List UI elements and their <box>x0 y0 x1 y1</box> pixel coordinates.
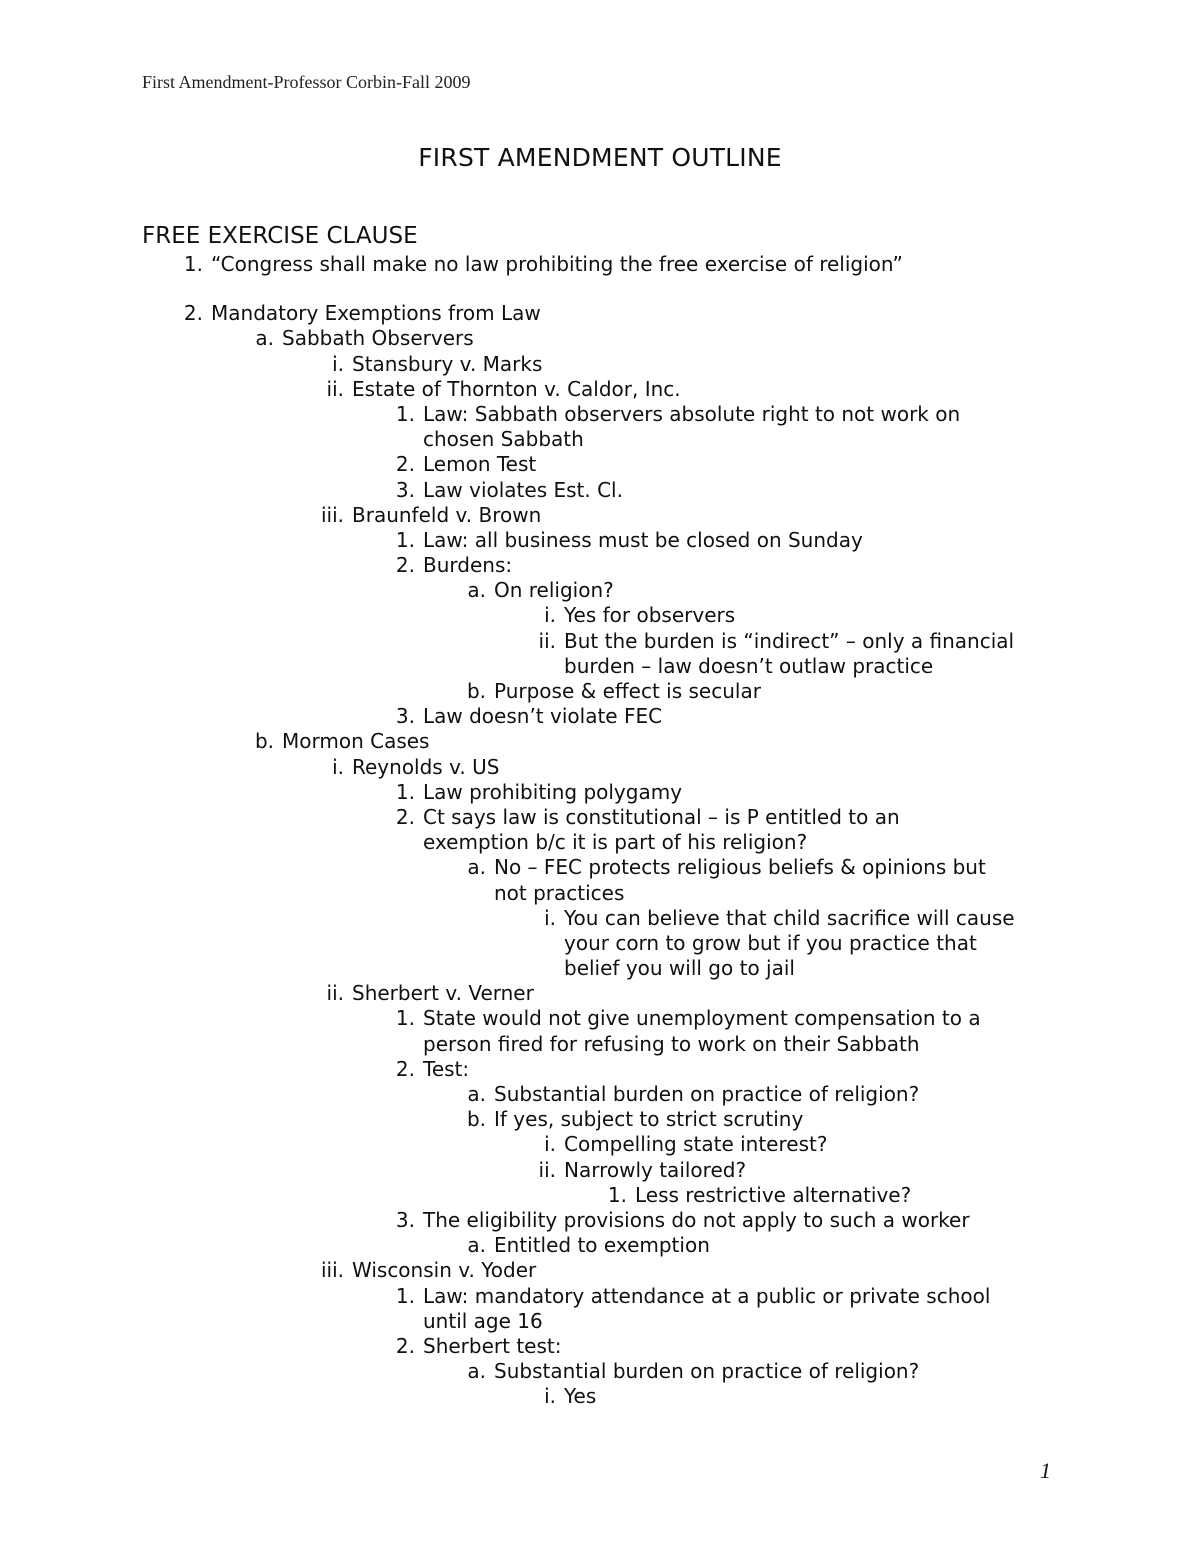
outline-text: Substantial burden on practice of religion? <box>494 1359 920 1384</box>
outline-text: Law prohibiting polygamy <box>423 779 683 804</box>
outline-text: State would not give unemployment compensation to a <box>423 1006 981 1031</box>
outline-item <box>0 830 1200 855</box>
outline-item <box>0 452 1200 477</box>
outline-marker: 1. <box>395 527 415 552</box>
outline-text: Law: all business must be closed on Sunday <box>423 527 863 552</box>
outline-text: Law: mandatory attendance at a public or private school <box>423 1283 991 1308</box>
outline-marker: iii. <box>320 1258 344 1283</box>
outline-text: But the burden is “indirect” – only a financial <box>564 628 1015 653</box>
outline-list <box>0 252 1200 1409</box>
outline-item <box>0 755 1200 780</box>
outline-text: Reynolds v. US <box>352 754 500 779</box>
outline-item <box>0 805 1200 830</box>
outline-text: Entitled to exemption <box>494 1233 710 1258</box>
outline-item <box>0 326 1200 351</box>
outline-text: If yes, subject to strict scrutiny <box>494 1107 804 1132</box>
outline-item <box>0 1132 1200 1157</box>
outline-item <box>0 1082 1200 1107</box>
outline-text: Sherbert test: <box>423 1333 562 1358</box>
outline-text: Sherbert v. Verner <box>352 981 534 1006</box>
blank-line <box>0 277 1200 301</box>
outline-item <box>0 654 1200 679</box>
outline-text: Estate of Thornton v. Caldor, Inc. <box>352 376 681 401</box>
outline-text: person fired for refusing to work on their Sabbath <box>423 1031 920 1056</box>
outline-marker: i. <box>544 1132 556 1157</box>
outline-marker: ii. <box>326 981 344 1006</box>
outline-marker: a. <box>467 1233 486 1258</box>
outline-item <box>0 780 1200 805</box>
outline-item <box>0 981 1200 1006</box>
outline-item <box>0 377 1200 402</box>
outline-marker: ii. <box>326 376 344 401</box>
outline-marker: a. <box>467 1082 486 1106</box>
outline-item <box>0 301 1200 326</box>
outline-item <box>0 881 1200 906</box>
outline-item <box>0 427 1200 452</box>
outline-item <box>0 1057 1200 1082</box>
outline-item <box>0 478 1200 503</box>
outline-text: chosen Sabbath <box>423 427 584 452</box>
outline-item <box>0 1334 1200 1359</box>
outline-text: Yes <box>564 1384 597 1409</box>
outline-marker: 1. <box>395 779 415 804</box>
outline-item <box>0 931 1200 956</box>
outline-item <box>0 352 1200 377</box>
outline-text: belief you will go to jail <box>564 956 795 981</box>
outline-marker: 1. <box>395 1006 415 1031</box>
outline-text: not practices <box>494 880 625 905</box>
outline-marker: 2. <box>183 301 203 326</box>
outline-item <box>0 1284 1200 1309</box>
outline-marker: 3. <box>395 477 415 502</box>
outline-item <box>0 906 1200 931</box>
outline-text: “Congress shall make no law prohibiting the free exercise of religion” <box>211 252 903 276</box>
outline-item <box>0 855 1200 880</box>
outline-text: Purpose & effect is secular <box>494 679 761 703</box>
outline-item <box>0 1258 1200 1283</box>
outline-marker: b. <box>254 729 274 754</box>
outline-marker: b. <box>466 1107 486 1132</box>
outline-item <box>0 704 1200 729</box>
outline-text: Sabbath Observers <box>282 326 474 351</box>
outline-item <box>0 1006 1200 1031</box>
outline-item <box>0 679 1200 704</box>
outline-marker: 1. <box>395 1283 415 1308</box>
outline-text: Test: <box>423 1056 470 1081</box>
outline-item <box>0 1107 1200 1132</box>
outline-marker: iii. <box>320 502 344 527</box>
outline-text: Law doesn’t violate FEC <box>423 704 663 729</box>
outline-item <box>0 629 1200 654</box>
outline-marker: 2. <box>395 1056 415 1081</box>
outline-item <box>0 1309 1200 1334</box>
outline-item <box>0 729 1200 754</box>
outline-marker: a. <box>467 578 486 603</box>
outline-item <box>0 528 1200 553</box>
outline-marker: i. <box>544 603 556 628</box>
outline-text: Mormon Cases <box>282 729 430 754</box>
outline-item <box>0 578 1200 603</box>
outline-marker: ii. <box>538 628 556 653</box>
outline-text: Ct says law is constitutional – is P entitled to an <box>423 804 900 829</box>
outline-marker: 2. <box>395 1333 415 1358</box>
outline-marker: 3. <box>395 704 415 729</box>
outline-marker: 2. <box>395 452 415 477</box>
outline-item <box>0 252 1200 277</box>
outline-marker: 2. <box>395 553 415 578</box>
outline-marker: a. <box>255 326 274 351</box>
section-heading: FREE EXERCISE CLAUSE <box>142 223 418 249</box>
outline-text: Yes for observers <box>564 603 736 628</box>
outline-text: The eligibility provisions do not apply to such a worker <box>423 1207 970 1232</box>
outline-text: Law violates Est. Cl. <box>423 477 623 502</box>
outline-item <box>0 1384 1200 1409</box>
outline-marker: i. <box>544 905 556 930</box>
outline-marker: a. <box>467 855 486 880</box>
outline-text: Burdens: <box>423 553 513 578</box>
outline-text: Compelling state interest? <box>564 1132 828 1157</box>
outline-marker: 1. <box>395 401 415 426</box>
outline-item <box>0 603 1200 628</box>
outline-text: Substantial burden on practice of religion? <box>494 1082 920 1106</box>
outline-item <box>0 1158 1200 1183</box>
outline-text: Wisconsin v. Yoder <box>352 1258 537 1283</box>
page-number: 1 <box>1040 1458 1051 1483</box>
outline-text: No – FEC protects religious beliefs & opinions but <box>494 855 986 880</box>
outline-item <box>0 956 1200 981</box>
outline-text: Mandatory Exemptions from Law <box>211 301 541 326</box>
outline-item <box>0 1233 1200 1258</box>
outline-item <box>0 402 1200 427</box>
outline-text: Stansbury v. Marks <box>352 351 543 376</box>
outline-text: You can believe that child sacrifice will cause <box>564 905 1015 930</box>
outline-text: Narrowly tailored? <box>564 1157 747 1182</box>
outline-item <box>0 553 1200 578</box>
outline-marker: 3. <box>395 1207 415 1232</box>
outline-item <box>0 503 1200 528</box>
outline-marker: b. <box>466 679 486 703</box>
outline-marker: i. <box>544 1384 556 1409</box>
outline-text: your corn to grow but if you practice that <box>564 930 977 955</box>
outline-item <box>0 1032 1200 1057</box>
outline-text: Less restrictive alternative? <box>635 1182 912 1207</box>
outline-marker: 1. <box>183 252 203 276</box>
document-title: FIRST AMENDMENT OUTLINE <box>418 143 782 172</box>
outline-text: burden – law doesn’t outlaw practice <box>564 653 934 678</box>
outline-text: Braunfeld v. Brown <box>352 502 542 527</box>
outline-item <box>0 1208 1200 1233</box>
outline-marker: 1. <box>607 1182 627 1207</box>
outline-text: Law: Sabbath observers absolute right to not work on <box>423 401 961 426</box>
outline-text: Lemon Test <box>423 452 537 477</box>
outline-text: exemption b/c it is part of his religion? <box>423 830 808 855</box>
outline-text: until age 16 <box>423 1308 543 1333</box>
outline-marker: a. <box>467 1359 486 1384</box>
outline-marker: 2. <box>395 804 415 829</box>
outline-marker: ii. <box>538 1157 556 1182</box>
outline-item <box>0 1183 1200 1208</box>
outline-item <box>0 1359 1200 1384</box>
running-header: First Amendment-Professor Corbin-Fall 2009 <box>142 72 471 92</box>
outline-marker: i. <box>332 351 344 376</box>
outline-text: On religion? <box>494 578 614 603</box>
outline-marker: i. <box>332 754 344 779</box>
